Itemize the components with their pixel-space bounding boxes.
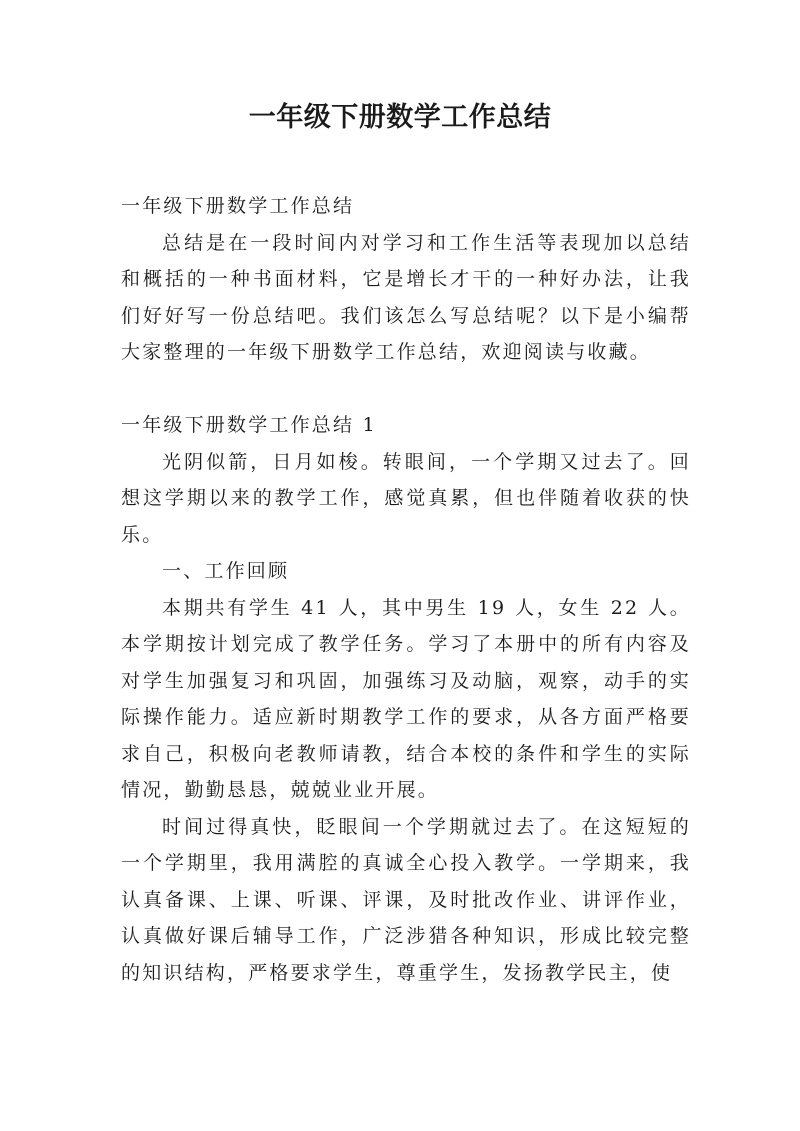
- paragraph-spacer: [121, 371, 691, 408]
- document-body: [121, 188, 691, 991]
- body-paragraph-1: 光阴似箭，日月如梭。转眼间，一个学期又过去了。回想这学期以来的教学工作，感觉真累，但也伴随着收获的快乐。: [121, 450, 691, 546]
- intro-paragraph: 总结是在一段时间内对学习和工作生活等表现加以总结和概括的一种书面材料，它是增长才干的一种好办法，让我们好好写一份总结吧。我们该怎么写总结呢？以下是小编帮大家整理的一年级下册数学工作总结，欢迎阅读与收藏。: [121, 231, 691, 363]
- body-paragraph-3: 时间过得真快，眨眼间一个学期就过去了。在这短短的一个学期里，我用满腔的真诚全心投入教学。一学期来，我认真备课、上课、听课、评课，及时批改作业、讲评作业，认真做好课后辅导工作，广泛涉猎各种知识，形成比较完整的知识结构，严格要求学生，尊重学生，发扬教学民主，使: [121, 815, 691, 984]
- subheading-work-review: 一、工作回顾: [162, 560, 290, 582]
- body-paragraph-2: 本期共有学生 41 人，其中男生 19 人，女生 22 人。本学期按计划完成了教学任务。学习了本册中的所有内容及对学生加强复习和巩固，加强练习及动脑，观察，动手的实际操作能力。适应新时期教学工作的要求，从各方面严格要求自己，积极向老教师请教，结合本校的条件和学生的实际情况，勤勤恳恳，兢兢业业开展。: [121, 596, 691, 801]
- section-title: 一年级下册数学工作总结 1: [121, 414, 377, 436]
- document-subtitle: 一年级下册数学工作总结: [121, 195, 355, 217]
- document-title: 一年级下册数学工作总结: [248, 102, 552, 133]
